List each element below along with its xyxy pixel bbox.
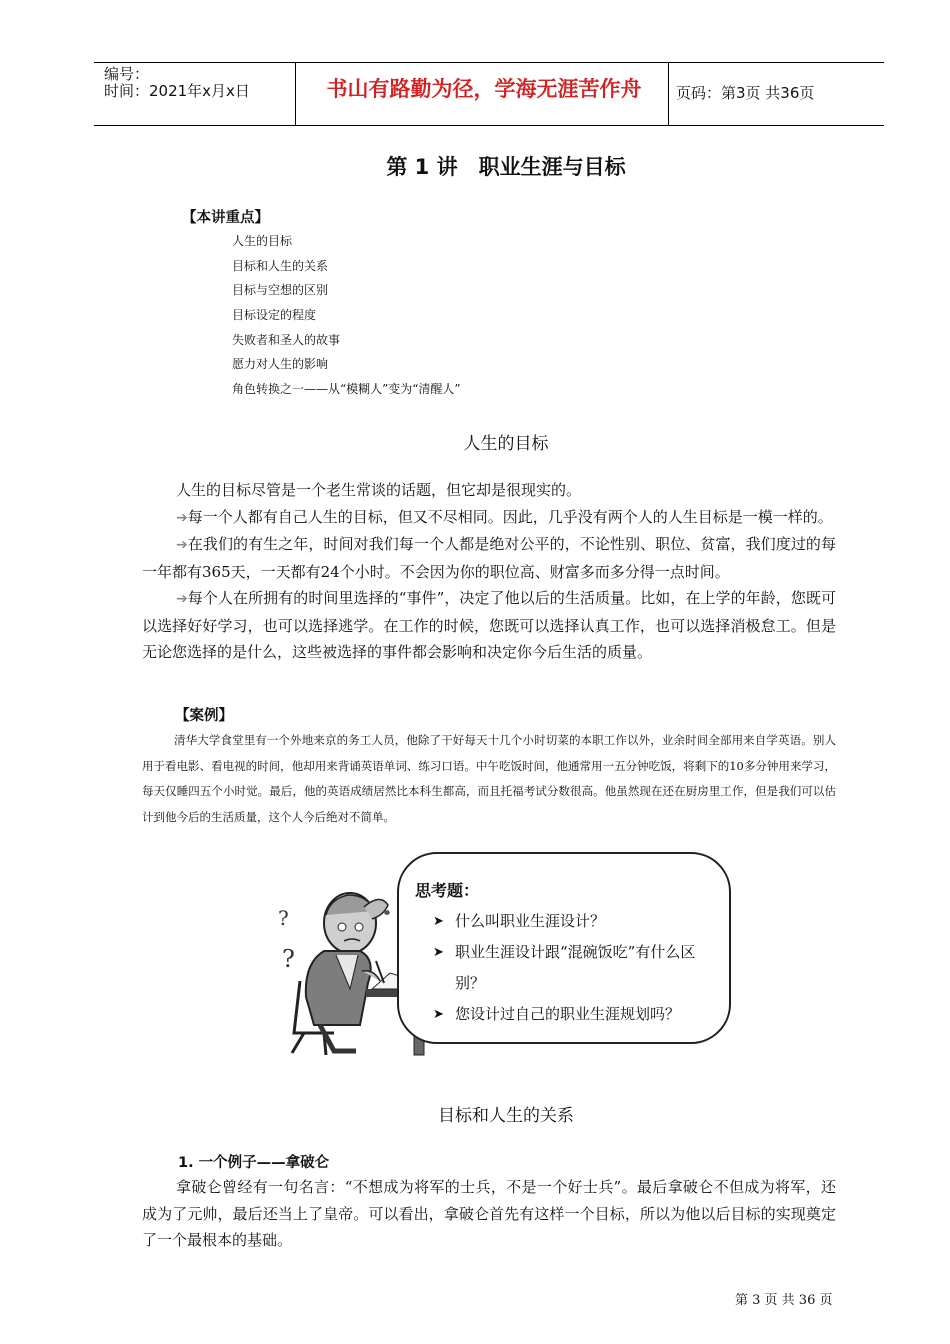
header-time: 时间：2021年x月x日 bbox=[104, 82, 250, 100]
key-point-item: 愿力对人生的影响 bbox=[232, 357, 329, 372]
key-point-item: 目标设定的程度 bbox=[232, 308, 317, 323]
svg-text:?: ? bbox=[282, 945, 295, 973]
case-heading: 【案例】 bbox=[175, 708, 233, 724]
arrow-right-icon: ➔ bbox=[176, 537, 188, 553]
header-meta bbox=[104, 66, 250, 100]
bullet-paragraph: ➔在我们的有生之年，时间对我们每一个人都是绝对公平的，不论性别、职位、贫富，我们度过的每一年都有365天，一天都有24个小时。不会因为你的职位高、财富多而多分得一点时间。 bbox=[142, 535, 836, 581]
lecture-title: 第 1 讲 职业生涯与目标 bbox=[386, 155, 626, 179]
think-question-item: ➤ 您设计过自己的职业生涯规划吗？ bbox=[433, 999, 713, 1030]
svg-text:?: ? bbox=[278, 906, 289, 930]
think-title: 思考题： bbox=[415, 881, 480, 900]
header-divider bbox=[295, 63, 296, 125]
key-point-item: 目标与空想的区别 bbox=[232, 283, 329, 298]
header-number: 编号： bbox=[104, 65, 150, 83]
header-page-number: 页码：第3页 共36页 bbox=[676, 84, 815, 102]
chevron-right-icon: ➤ bbox=[433, 945, 444, 960]
napoleon-paragraph: 拿破仑曾经有一句名言：“不想成为将军的士兵，不是一个好士兵”。最后拿破仑不但成为将军，还成为了元帅，最后还当上了皇帝。可以看出，拿破仑首先有这样一个目标，所以为他以后目标的实现奠定了一个最根本的基础。 bbox=[142, 1178, 836, 1249]
key-point-item: 目标和人生的关系 bbox=[232, 258, 329, 273]
arrow-right-icon: ➔ bbox=[176, 591, 188, 607]
section-title: 目标和人生的关系 bbox=[438, 1106, 574, 1126]
key-point-item: 人生的目标 bbox=[232, 234, 293, 248]
section1-body bbox=[142, 477, 836, 666]
key-points-list bbox=[232, 232, 461, 405]
key-point-item: 角色转换之一——从“模糊人”变为“清醒人” bbox=[232, 382, 461, 397]
key-point-item: 失败者和圣人的故事 bbox=[232, 332, 341, 347]
section-title: 人生的目标 bbox=[463, 434, 549, 454]
sub-heading: 1. 一个例子——拿破仑 bbox=[178, 1155, 330, 1171]
arrow-right-icon: ➔ bbox=[176, 509, 188, 526]
think-question-item: ➤ 职业生涯设计跟“混碗饭吃”有什么区别？ bbox=[433, 937, 713, 999]
page-header bbox=[94, 62, 884, 126]
chevron-right-icon: ➤ bbox=[433, 914, 444, 929]
header-motto: 书山有路勤为径，学海无涯苦作舟 bbox=[326, 77, 642, 101]
think-questions-box bbox=[397, 852, 731, 1044]
bullet-paragraph: ➔每一个人都有自己人生的目标，但又不尽相同。因此，几乎没有两个人的人生目标是一模一样的。 bbox=[176, 507, 833, 526]
think-question-item: ➤ 什么叫职业生涯设计？ bbox=[433, 906, 713, 937]
think-question-list bbox=[433, 906, 713, 1030]
key-points-heading: 【本讲重点】 bbox=[182, 210, 269, 226]
intro-paragraph: 人生的目标尽管是一个老生常谈的话题，但它却是很现实的。 bbox=[176, 481, 582, 499]
bullet-paragraph: ➔每个人在所拥有的时间里选择的“事件”，决定了他以后的生活质量。比如，在上学的年龄，您既可以选择好好学习，也可以选择逃学。在工作的时候，您既可以选择认真工作，也可以选择消极怠工。但是无论您选择的是什么，这些被选择的事件都会影响和决定你今后生活的质量。 bbox=[142, 589, 836, 661]
chevron-right-icon: ➤ bbox=[433, 1007, 444, 1022]
page-footer: 第 3 页 共 36 页 bbox=[735, 1293, 833, 1308]
case-text: 清华大学食堂里有一个外地来京的务工人员，他除了干好每天十几个小时切菜的本职工作以外，业余时间全部用来自学英语。别人用于看电影、看电视的时间，他却用来背诵英语单词、练习口语。中午吃饭时间，他通常用一五分钟吃饭，将剩下的10多分钟用来学习，每天仅睡四五个小时觉。最后，他的英语成绩居然比本科生都高，而且托福考试分数很高。他虽然现在还在厨房里工作，但是我们可以估计到他今后的生活质量，这个人今后绝对不简单。 bbox=[142, 733, 836, 825]
